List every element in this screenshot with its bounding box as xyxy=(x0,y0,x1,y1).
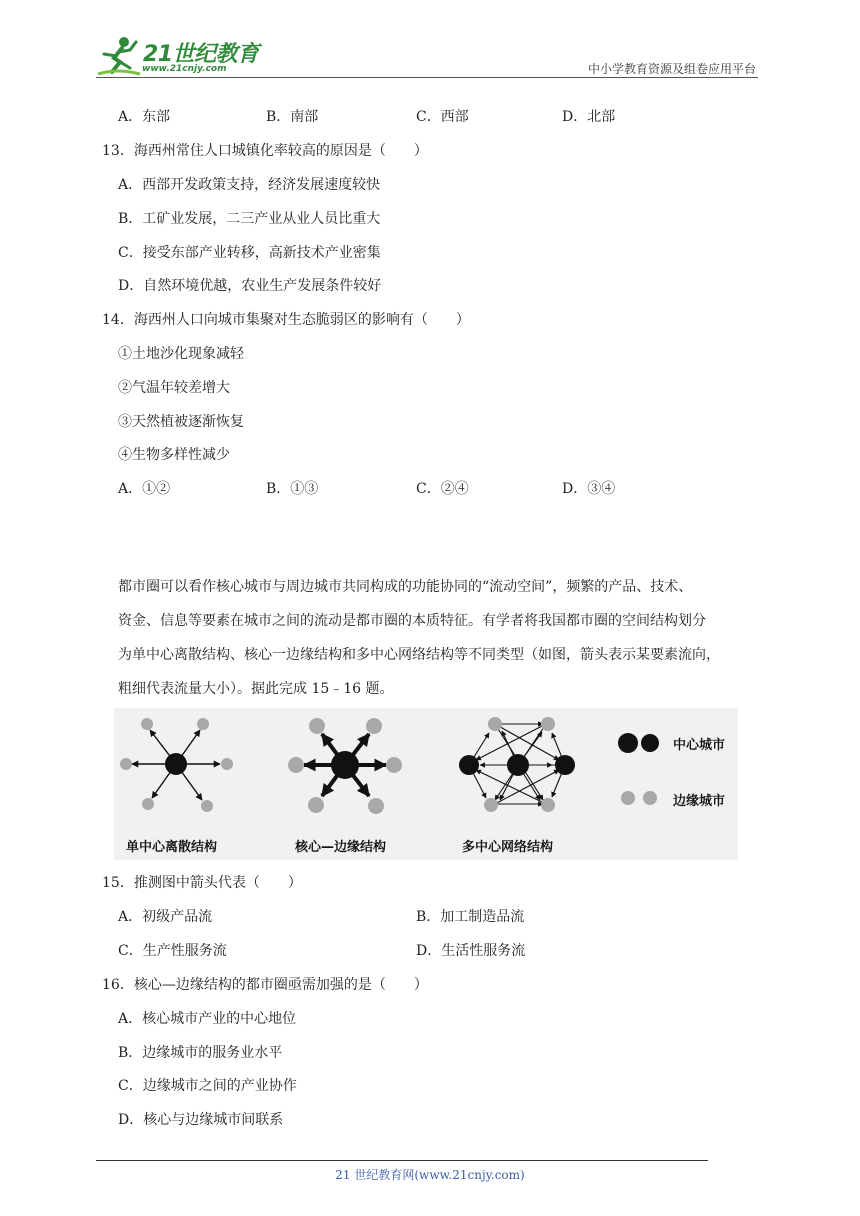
page-header xyxy=(0,0,860,80)
edge-city xyxy=(488,717,502,731)
q16-option-c[interactable]: C．边缘城市之间的产业协作 xyxy=(118,1078,297,1094)
legend-edge-city-icon xyxy=(643,791,657,805)
q14-option-c[interactable]: C．②④ xyxy=(416,481,469,497)
q14-item-2: ②气温年较差增大 xyxy=(118,380,230,396)
q14-options xyxy=(118,478,738,498)
q16-option-d[interactable]: D．核心与边缘城市间联系 xyxy=(118,1112,284,1128)
edge-city xyxy=(366,718,382,734)
edge-city xyxy=(309,718,325,734)
edge-city xyxy=(288,757,304,773)
q13-option-c[interactable]: C．接受东部产业转移，高新技术产业密集 xyxy=(118,245,381,261)
edge-city xyxy=(541,798,555,812)
q15-stem: 15．推测图中箭头代表（ ） xyxy=(102,875,302,891)
q13-option-a[interactable]: A．西部开发政策支持，经济发展速度较快 xyxy=(118,177,381,193)
q15-option-c[interactable]: C．生产性服务流 xyxy=(118,943,227,959)
runner-logo-icon xyxy=(96,34,142,78)
caption-core-periphery: 核心—边缘结构 xyxy=(295,840,387,855)
logo-url: www.21cnjy.com xyxy=(142,64,227,74)
q13-option-b[interactable]: B．工矿业发展，二三产业从业人员比重大 xyxy=(118,211,381,227)
legend-center-city-icon xyxy=(618,733,638,753)
q13-option-d[interactable]: D．自然环境优越，农业生产发展条件较好 xyxy=(118,278,382,294)
q16-stem: 16．核心—边缘结构的都市圈亟需加强的是（ ） xyxy=(102,977,428,993)
metro-structure-figure xyxy=(114,708,738,860)
center-city xyxy=(459,755,479,775)
passage-line-1: 都市圈可以看作核心城市与周边城市共同构成的功能协同的“流动空间”，频繁的产品、技术、 xyxy=(118,579,693,595)
passage-line-4: 粗细代表流量大小）。据此完成 15﹣16 题。 xyxy=(118,681,394,697)
q12-option-a[interactable]: A．东部 xyxy=(118,109,171,125)
q15-option-d[interactable]: D．生活性服务流 xyxy=(416,943,526,959)
single-center-dispersed-diagram xyxy=(120,718,233,812)
legend-center-label: 中心城市 xyxy=(673,738,726,753)
q13-stem: 13．海西州常住人口城镇化率较高的原因是（ ） xyxy=(102,143,428,159)
legend-edge-label: 边缘城市 xyxy=(673,794,726,809)
q14-item-4: ④生物多样性减少 xyxy=(118,447,230,463)
center-city xyxy=(331,751,359,779)
center-city xyxy=(555,755,575,775)
legend-center-city-icon xyxy=(641,734,659,752)
edge-city xyxy=(484,798,498,812)
legend-edge-city-icon xyxy=(621,791,635,805)
edge-city xyxy=(197,718,209,730)
q14-option-a[interactable]: A．①② xyxy=(118,481,171,497)
caption-multi-center: 多中心网络结构 xyxy=(462,840,554,855)
edge-city xyxy=(201,800,213,812)
q14-item-1: ①土地沙化现象减轻 xyxy=(118,346,244,362)
q12-option-d[interactable]: D．北部 xyxy=(562,109,616,125)
center-city xyxy=(507,754,529,776)
passage-line-2: 资金、信息等要素在城市之间的流动是都市圈的本质特征。有学者将我国都市圈的空间结构划分 xyxy=(118,613,706,629)
reading-passage xyxy=(118,570,768,706)
q16-option-a[interactable]: A．核心城市产业的中心地位 xyxy=(118,1011,297,1027)
core-periphery-diagram xyxy=(288,718,402,814)
edge-city xyxy=(221,758,233,770)
edge-city xyxy=(308,797,324,813)
footer-divider xyxy=(96,1160,708,1161)
q12-option-b[interactable]: B．南部 xyxy=(266,109,319,125)
q12-option-c[interactable]: C．西部 xyxy=(416,109,469,125)
edge-city xyxy=(142,798,154,810)
site-logo xyxy=(96,34,266,78)
q12-options xyxy=(118,106,738,126)
header-divider xyxy=(96,77,758,78)
passage-line-3: 为单中心离散结构、核心一边缘结构和多中心网络结构等不同类型（如图，箭头表示某要素流向， xyxy=(118,647,720,663)
edge-city xyxy=(141,718,153,730)
edge-city xyxy=(541,717,555,731)
q15-option-b[interactable]: B．加工制造品流 xyxy=(416,909,525,925)
q14-stem: 14．海西州人口向城市集聚对生态脆弱区的影响有（ ） xyxy=(102,312,470,328)
figure-legend-symbols xyxy=(618,733,659,805)
page-footer[interactable]: 21 世纪教育网(www.21cnjy.com) xyxy=(335,1168,525,1182)
q14-option-d[interactable]: D．③④ xyxy=(562,481,616,497)
edge-city xyxy=(386,757,402,773)
q14-item-3: ③天然植被逐渐恢复 xyxy=(118,414,244,430)
logo-text: 21世纪教育 xyxy=(143,42,259,67)
edge-city xyxy=(120,758,132,770)
q15-option-a[interactable]: A．初级产品流 xyxy=(118,909,213,925)
q14-option-b[interactable]: B．①③ xyxy=(266,481,319,497)
center-city xyxy=(165,753,187,775)
multi-center-network-diagram xyxy=(459,717,575,812)
header-platform-text: 中小学教育资源及组卷应用平台 xyxy=(587,62,756,76)
edge-city xyxy=(368,798,384,814)
caption-single-center: 单中心离散结构 xyxy=(126,840,218,855)
q16-option-b[interactable]: B．边缘城市的服务业水平 xyxy=(118,1045,283,1061)
